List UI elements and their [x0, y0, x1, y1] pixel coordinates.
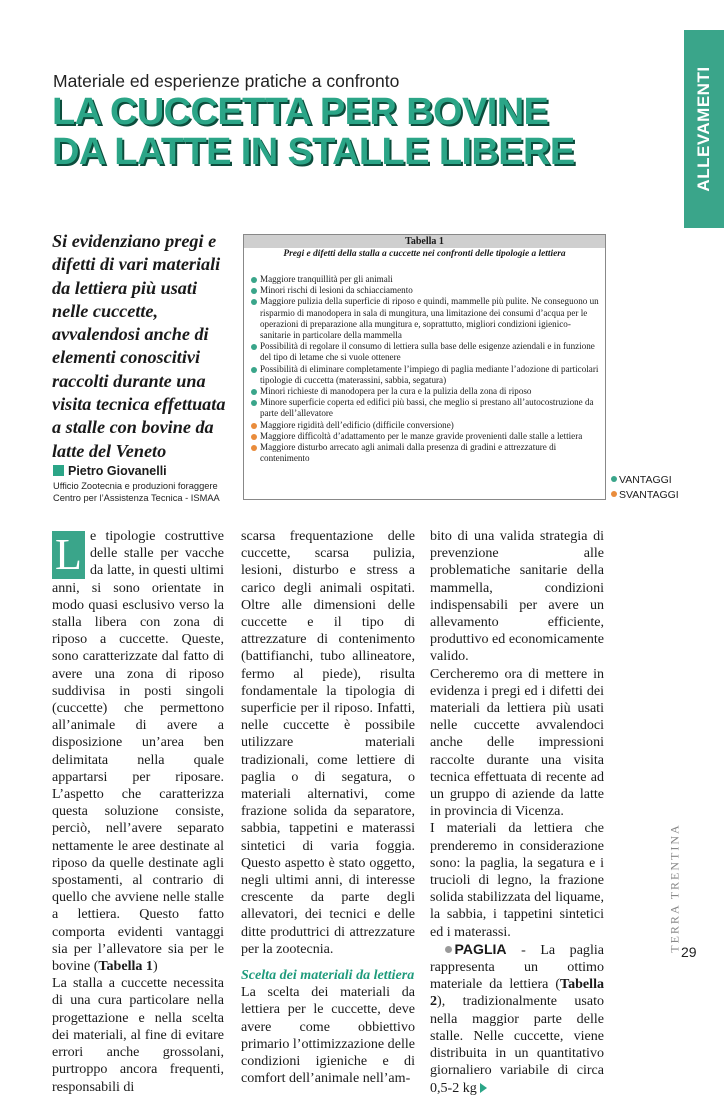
orange-bullet-icon: [251, 445, 257, 451]
table-item-advantage: Possibilità di regolare il consumo di lettiera sulla base delle esigenze aziendali e in funzione del tipo di letame che si vuole ottenere: [251, 341, 599, 363]
section-tab: [684, 30, 724, 228]
author-name: Pietro Giovanelli: [68, 464, 167, 478]
green-bullet-icon: [251, 288, 257, 294]
table-item-advantage: Maggiore tranquillità per gli animali: [251, 274, 599, 285]
orange-bullet-icon: [251, 434, 257, 440]
table-1: [243, 234, 606, 500]
table-item-advantage: Maggiore pulizia della superficie di riposo e quindi, mammelle più pulite. Ne conseguono un risparmio di manodopera in sala di mungitura, una limitazione dei consumi d’acqua per le operazioni di preparazione alla mungitura e, soprattutto, migliori condizioni igienico-sanitarie in particolare della mammella: [251, 296, 599, 341]
square-marker-icon: [53, 465, 64, 476]
page-number: 29: [681, 944, 697, 960]
table-item-disadvantage: Maggiore disturbo arrecato agli animali dalla presenza di gradini e attrezzature di contenimento: [251, 442, 599, 464]
table-item-advantage: Minori rischi di lesioni da schiacciamento: [251, 285, 599, 296]
green-bullet-icon: [251, 400, 257, 406]
table-list: [251, 274, 599, 464]
green-bullet-icon: [251, 389, 257, 395]
table-item-advantage: Minori richieste di manodopera per la cura e la pulizia della zona di riposo: [251, 386, 599, 397]
green-bullet-icon: [251, 367, 257, 373]
material-label: PAGLIA: [454, 940, 507, 957]
article-kicker: Materiale ed esperienze pratiche a confronto: [53, 71, 400, 91]
gray-bullet-icon: [445, 946, 452, 953]
legend-item-con: SVANTAGGI: [611, 488, 679, 503]
section-tab-label: ALLEVAMENTI: [694, 66, 713, 192]
green-bullet-icon: [251, 299, 257, 305]
author-block: [53, 462, 238, 504]
body-column-3: [430, 528, 604, 1097]
green-bullet-icon: [611, 476, 617, 482]
paragraph: L e tipologie costruttive delle stalle per vacche da latte, in questi ultimi anni, si sono orientate in modo quasi esclusivo verso la stalla libera con zona di riposo a cuccette. Queste, sono caratterizzate dal fatto di avere una zona di riposo suddivisa in posti singoli (cuccette) che permettono all’animale di avere a disposizione un’area ben delimitata nella quale appartarsi per riposare. L’aspetto che caratterizza questa soluzione consiste, perciò, nell’avere separato nettamente le aree destinate al riposo da quelle destinate agli spostamenti, al contrario di quello che avviene nelle stalle a lettiera. Questo fatto comporta evidenti vantaggi sia per l’allevatore sia per le bovine (Tabella 1): [52, 528, 224, 975]
table-reference: Tabella 1: [98, 958, 153, 975]
table-item-advantage: Possibilità di eliminare completamente l’impiego di paglia mediante l’adozione di particolari tipologie di cuccetta (materassini, sabbia, segatura): [251, 364, 599, 386]
table-item-advantage: Minore superficie coperta ed edifici più bassi, che meglio si prestano all’autocostruzione da parte dell’allevatore: [251, 397, 599, 419]
paragraph: La stalla a cuccette necessita di una cura particolare nella progettazione e nella scelta dei materiali, al fine di evitare errori anche grossolani, purtroppo ancora frequenti, responsabili di: [52, 975, 224, 1095]
title-line: LA CUCCETTA PER BOVINE: [52, 91, 549, 133]
legend-item-pro: VANTAGGI: [611, 473, 679, 488]
table-title: Tabella 1: [244, 235, 605, 248]
article-title: [52, 92, 575, 172]
section-heading: Scelta dei materiali da lettiera: [241, 967, 415, 984]
continue-arrow-icon: [480, 1083, 487, 1093]
paragraph: I materiali da lettiera che prenderemo in considerazione sono: la paglia, la segatura e i trucioli di legno, la frazione solida stabilizzata del liquame, la sabbia, i tappetini sintetici ed i materassi.: [430, 820, 604, 940]
orange-bullet-icon: [611, 491, 617, 497]
paragraph: La scelta dei materiali da lettiera per le cuccette, deve avere come obbiettivo primario l’ottimizzazione delle condizioni igieniche e di comfort dell’animale nell’am-: [241, 984, 415, 1087]
table-subtitle: Pregi e difetti della stalla a cuccette nei confronti delle tipologie a lettiera: [283, 249, 566, 259]
author-affiliation: Ufficio Zootecnia e produzioni foraggere: [53, 481, 218, 491]
lead-paragraph: Si evidenziano pregi e difetti di vari materiali da lettiera più usati nelle cuccette, avvalendosi anche di elementi conoscitivi raccolti durante una visita tecnica effettuata a stalle con bovine da latte del Veneto: [52, 231, 226, 461]
paragraph: bito di una valida strategia di prevenzione alle problematiche sanitarie della mammella, condizioni indispensabili per avere un allevamento efficiente, produttivo ed economicamente valido.: [430, 528, 604, 665]
orange-bullet-icon: [251, 423, 257, 429]
magazine-name: TERRA TRENTINA: [667, 823, 682, 953]
dropcap: L: [52, 531, 85, 579]
table-reference: Tabella 2: [430, 976, 604, 1010]
table-item-disadvantage: Maggiore rigidità dell’edificio (difficile conversione): [251, 420, 599, 431]
body-column-2: [241, 528, 415, 1088]
title-line: DA LATTE IN STALLE LIBERE: [52, 131, 575, 173]
paragraph: PAGLIA - La paglia rappresenta un ottimo materiale da lettiera (Tabella 2), tradizionalmente usato nella maggior parte delle stalle. Nelle cuccette, viene distribuita in un quantitativo giornaliero variabile di circa 0,5-2 kg: [430, 940, 604, 1096]
green-bullet-icon: [251, 277, 257, 283]
author-affiliation: Centro per l’Assistenza Tecnica - ISMAA: [53, 493, 220, 503]
table-legend: [611, 473, 679, 503]
paragraph: scarsa frequentazione delle cuccette, scarsa pulizia, lesioni, disturbo e stress a carico degli animali ospitati. Oltre alle dimensioni delle cuccette e il tipo di attrezzature di contenimento (battifianchi, tubo allineatore, fermo al piede), risulta fondamentale la tipologia di superficie per il riposo. Infatti, nelle cuccette è possibile utilizzare materiali tradizionali, come lettiere di paglia o di segatura, o materiali alternativi, come frazione solida da separatore, sabbia, tappetini e materassi sintetici di varia foggia. Questo aspetto è stato oggetto, negli ultimi anni, di interesse crescente da parte degli allevatori, dei tecnici e delle ditte produttrici di attrezzature per la zootecnia.: [241, 528, 415, 957]
body-column-1: [52, 528, 224, 1096]
green-bullet-icon: [251, 344, 257, 350]
paragraph: Cercheremo ora di mettere in evidenza i pregi ed i difetti dei materiali da lettiera più usati nelle cuccette avvalendoci anche delle impressioni raccolte durante una visita tecnica effettuata di recente ad un gruppo di aziende da latte in provincia di Vicenza.: [430, 665, 604, 820]
table-item-disadvantage: Maggiore difficoltà d’adattamento per le manze gravide provenienti dalle stalle a lettiera: [251, 431, 599, 442]
